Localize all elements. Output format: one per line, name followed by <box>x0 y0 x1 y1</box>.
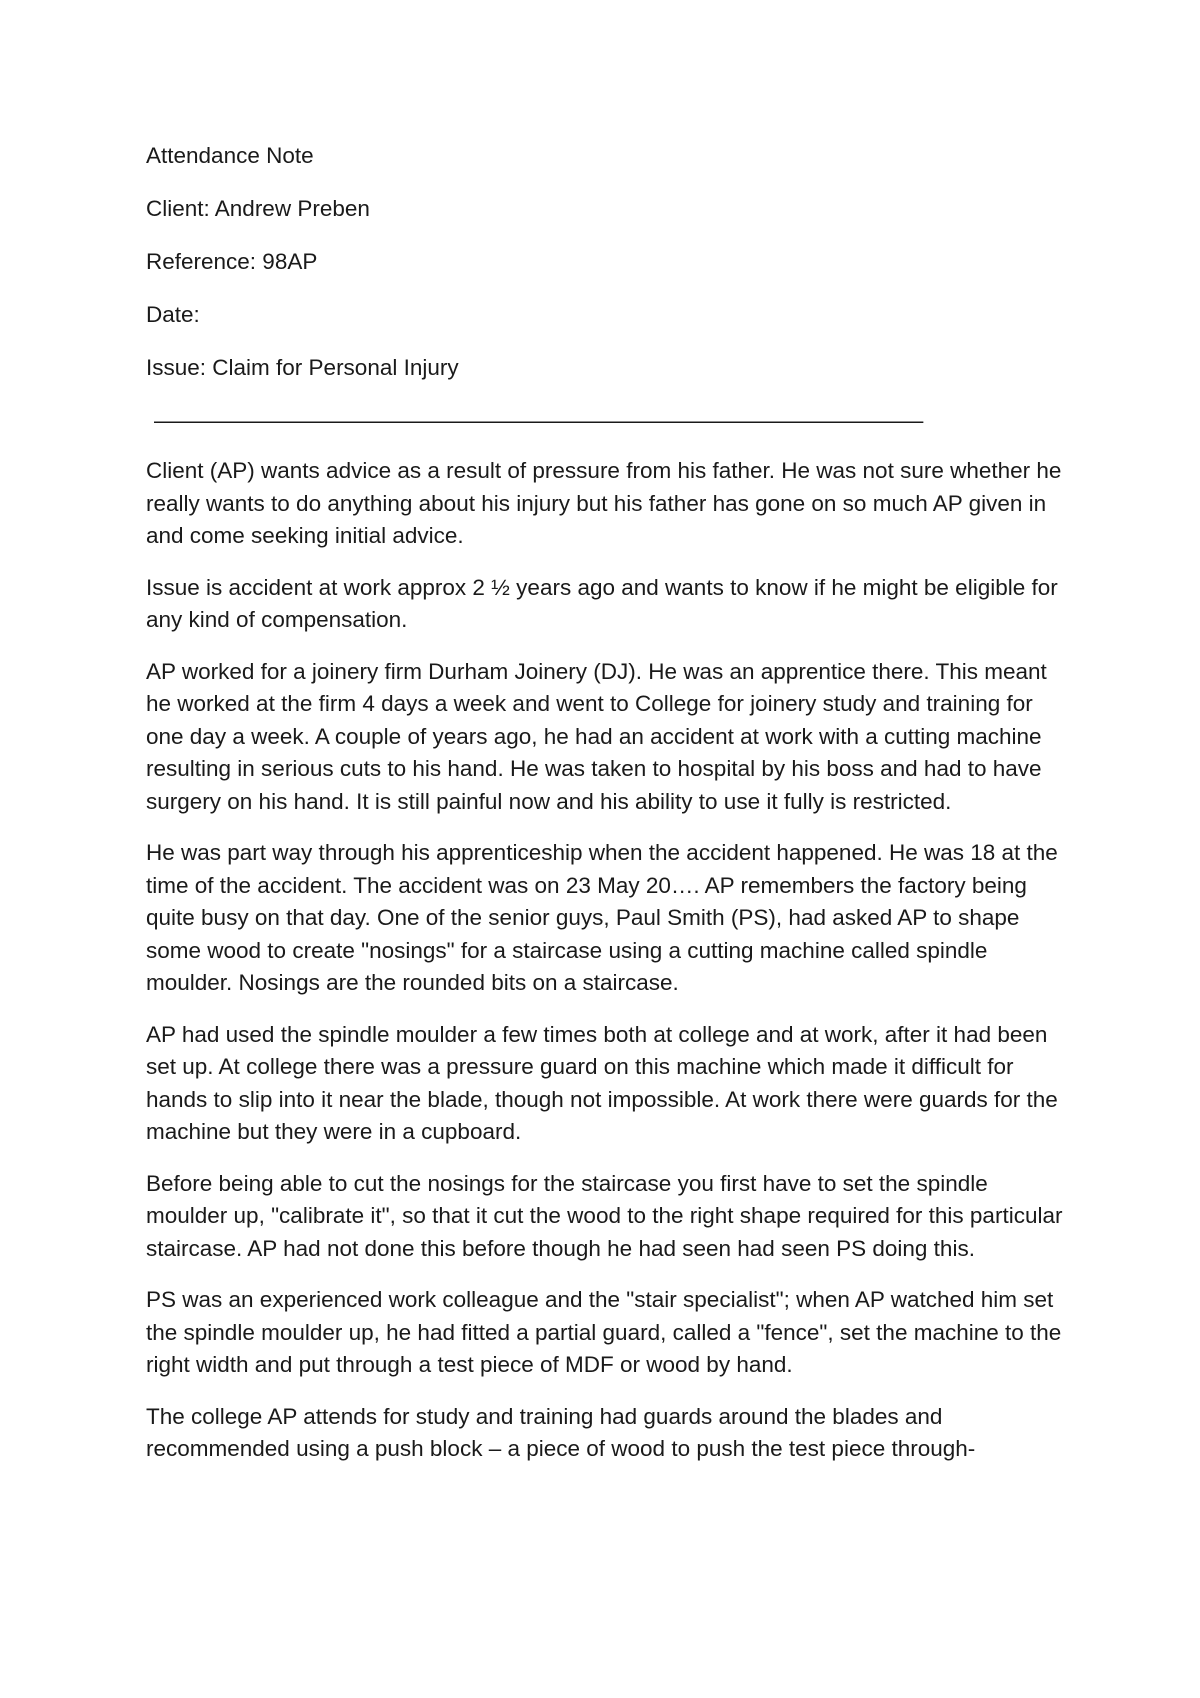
paragraph: AP had used the spindle moulder a few times both at college and at work, after it had been set up. At college there was a pressure guard on this machine which made it difficult for hands to slip into it near the blade, though not impossible. At work there were guards for the machine but they were in a cupboard. <box>146 1021 1058 1144</box>
paragraph: Client (AP) wants advice as a result of pressure from his father. He was not sure whether he really wants to do anything about his injury but his father has gone on so much AP given in and come seeking initial advice. <box>146 458 1062 548</box>
paragraph: Before being able to cut the nosings for the staircase you first have to set the spindle moulder up, "calibrate it", so that it cut the wood to the right shape required for this particular staircase. AP had not done this before though he had seen had seen PS doing this. <box>146 1170 1063 1261</box>
divider-line: –––––––––––––––––––––––––––––––––––––––––––––––––––––––––––––––– <box>154 408 923 433</box>
issue-line: Issue: Claim for Personal Injury <box>146 355 459 380</box>
document-title: Attendance Note <box>146 143 314 168</box>
client-line: Client: Andrew Preben <box>146 196 370 221</box>
document-page <box>146 140 1066 1485</box>
paragraph: He was part way through his apprenticeship when the accident happened. He was 18 at the time of the accident. The accident was on 23 May 20…. AP remembers the factory being quite busy on that day. One of the senior guys, Paul Smith (PS), had asked AP to shape some wood to create "nosings" for a staircase using a cutting machine called spindle moulder. Nosings are the rounded bits on a staircase. <box>146 840 1058 995</box>
reference-line: Reference: 98AP <box>146 249 318 274</box>
paragraph: AP worked for a joinery firm Durham Joinery (DJ). He was an apprentice there. This meant he worked at the firm 4 days a week and went to College for joinery study and training for one day a week. A couple of years ago, he had an accident at work with a cutting machine resulting in serious cuts to his hand. He was taken to hospital by his boss and had to have surgery on his hand. It is still painful now and his ability to use it fully is restricted. <box>146 658 1047 814</box>
date-line: Date: <box>146 302 200 327</box>
paragraph: The college AP attends for study and training had guards around the blades and recommended using a push block – a piece of wood to push the test piece through- <box>146 1403 976 1461</box>
paragraph: Issue is accident at work approx 2 ½ years ago and wants to know if he might be eligible for any kind of compensation. <box>146 574 1058 632</box>
paragraph: PS was an experienced work colleague and the "stair specialist"; when AP watched him set the spindle moulder up, he had fitted a partial guard, called a "fence", set the machine to the right width and put through a test piece of MDF or wood by hand. <box>146 1287 1062 1377</box>
